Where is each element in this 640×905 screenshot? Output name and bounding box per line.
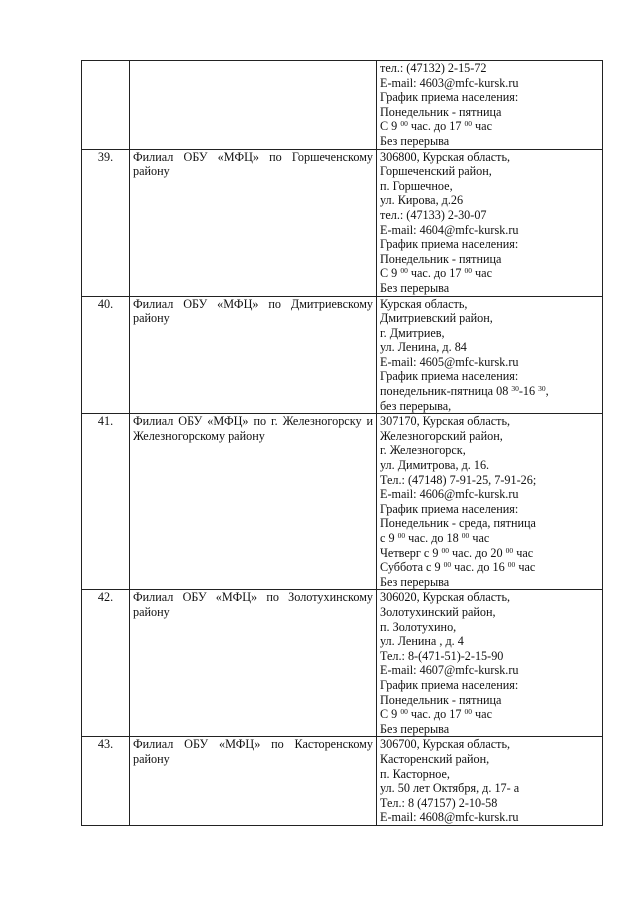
contact-line: График приема населения: bbox=[380, 237, 519, 252]
contact-text: час. до 20 bbox=[449, 545, 506, 560]
contact-line: Понедельник - пятница bbox=[380, 251, 502, 266]
time-minutes-superscript: 00 bbox=[464, 119, 472, 129]
table-row bbox=[82, 414, 603, 590]
contact-line: E-mail: 4604@mfc-kursk.ru bbox=[380, 222, 519, 237]
contact-line: Без перерыва bbox=[380, 133, 450, 148]
contact-line: График приема населения: bbox=[380, 677, 519, 692]
contact-line: E-mail: 4607@mfc-kursk.ru bbox=[380, 663, 519, 678]
contact-text: час bbox=[469, 531, 490, 545]
contact-text: час bbox=[472, 119, 492, 134]
contact-line bbox=[380, 546, 599, 561]
contact-text: час bbox=[472, 266, 492, 281]
table-row bbox=[82, 149, 603, 296]
time-minutes-superscript: 00 bbox=[461, 531, 470, 540]
contact-line: E-mail: 4605@mfc-kursk.ru bbox=[380, 354, 519, 369]
contact-line bbox=[380, 266, 599, 281]
branch-contact-info bbox=[377, 590, 603, 737]
time-minutes-superscript: 00 bbox=[400, 119, 408, 129]
contact-line: Без перерыва bbox=[380, 721, 450, 736]
contact-line: График приема населения: bbox=[380, 369, 519, 384]
time-minutes-superscript: 00 bbox=[400, 266, 408, 276]
contact-line: График приема населения: bbox=[380, 501, 519, 516]
table-row bbox=[82, 296, 603, 414]
contact-line: ул. Ленина, д. 84 bbox=[380, 340, 467, 355]
time-minutes-superscript: 00 bbox=[441, 545, 449, 555]
time-minutes-superscript: 30 bbox=[511, 384, 519, 394]
time-minutes-superscript: 30 bbox=[538, 384, 546, 394]
contact-text: Четверг с 9 bbox=[380, 545, 442, 560]
contact-text: час bbox=[513, 545, 534, 560]
contact-line: 306700, Курская область, bbox=[380, 737, 511, 752]
branch-name: Филиал ОБУ «МФЦ» по Дмитриевскому району bbox=[130, 296, 377, 414]
branch-name: Филиал ОБУ «МФЦ» по Горшеченскому району bbox=[130, 149, 377, 296]
contact-line: ул. 50 лет Октября, д. 17- а bbox=[380, 781, 520, 796]
contact-line: п. Золотухино, bbox=[380, 619, 457, 634]
contact-line: ул. Кирова, д.26 bbox=[380, 193, 464, 208]
contact-line: г. Дмитриев, bbox=[380, 325, 445, 340]
contact-text: С 9 bbox=[380, 266, 401, 281]
branch-name: Филиал ОБУ «МФЦ» по Касторенскому району bbox=[130, 737, 377, 826]
contact-line: Железногорский район, bbox=[380, 428, 503, 443]
contact-line: Дмитриевский район, bbox=[380, 311, 493, 326]
contact-line: Золотухинский район, bbox=[380, 604, 496, 619]
contact-line: E-mail: 4606@mfc-kursk.ru bbox=[380, 487, 519, 502]
contact-text: понедельник-пятница 08 bbox=[380, 384, 512, 399]
branch-name: Филиал ОБУ «МФЦ» по г. Железногорску и Железногорскому району bbox=[130, 414, 377, 590]
branch-contact-info bbox=[377, 414, 603, 590]
row-number bbox=[82, 61, 130, 150]
time-minutes-superscript: 00 bbox=[443, 560, 452, 570]
contact-line: Горшеченский район, bbox=[380, 164, 492, 179]
time-minutes-superscript: 00 bbox=[505, 545, 514, 555]
contact-line: E-mail: 4608@mfc-kursk.ru bbox=[380, 810, 519, 825]
branch-name bbox=[130, 61, 377, 150]
contact-line bbox=[380, 707, 599, 722]
branch-contact-info bbox=[377, 296, 603, 414]
contact-line: п. Касторное, bbox=[380, 766, 450, 781]
contact-line bbox=[380, 384, 599, 399]
row-number: 42. bbox=[82, 590, 130, 737]
time-minutes-superscript: 00 bbox=[400, 707, 408, 717]
contact-text: С 9 bbox=[380, 707, 401, 722]
time-minutes-superscript: 00 bbox=[507, 560, 516, 570]
contact-line: Тел.: 8 (47157) 2-10-58 bbox=[380, 795, 498, 810]
contact-line: без перерыва, bbox=[380, 398, 452, 413]
contact-line: Курская область, bbox=[380, 296, 468, 311]
branch-contact-info bbox=[377, 737, 603, 826]
contact-line: Без перерыва bbox=[380, 574, 450, 589]
contact-text: час. до 17 bbox=[407, 266, 465, 281]
contact-line bbox=[380, 119, 599, 134]
contact-line: E-mail: 4603@mfc-kursk.ru bbox=[380, 75, 519, 90]
time-minutes-superscript: 00 bbox=[397, 531, 406, 540]
contact-line: Тел.: 8-(471-51)-2-15-90 bbox=[380, 648, 504, 663]
contact-text: час. до 17 bbox=[407, 707, 465, 722]
table-row bbox=[82, 590, 603, 737]
contact-line: Понедельник - пятница bbox=[380, 692, 502, 707]
contact-text: час bbox=[515, 560, 536, 575]
contact-line bbox=[380, 531, 599, 546]
contact-line: г. Железногорск, bbox=[380, 443, 466, 458]
contact-line: Понедельник - среда, пятница bbox=[380, 516, 536, 531]
row-number: 40. bbox=[82, 296, 130, 414]
contact-line: 306800, Курская область, bbox=[380, 149, 511, 164]
contact-line bbox=[380, 560, 599, 575]
contact-line: График приема населения: bbox=[380, 90, 519, 105]
contact-line: Тел.: (47148) 7-91-25, 7-91-26; bbox=[380, 472, 537, 487]
contact-text: час. до 16 bbox=[451, 560, 508, 575]
contact-text: час bbox=[472, 707, 492, 722]
contact-line: тел.: (47132) 2-15-72 bbox=[380, 61, 487, 75]
contact-text: -16 bbox=[518, 384, 539, 399]
contact-text: час. до 17 bbox=[407, 119, 465, 134]
branch-contact-info bbox=[377, 61, 603, 150]
contact-line: 306020, Курская область, bbox=[380, 590, 511, 605]
contact-line: Касторенский район, bbox=[380, 751, 490, 766]
row-number: 39. bbox=[82, 149, 130, 296]
contact-line: п. Горшечное, bbox=[380, 178, 453, 193]
table-row bbox=[82, 61, 603, 150]
contact-line: 307170, Курская область, bbox=[380, 414, 511, 429]
contact-text: С 9 bbox=[380, 119, 401, 134]
table-body bbox=[82, 61, 603, 826]
branch-offices-table bbox=[81, 60, 603, 826]
contact-line: тел.: (47133) 2-30-07 bbox=[380, 207, 487, 222]
branch-name: Филиал ОБУ «МФЦ» по Золотухинскому району bbox=[130, 590, 377, 737]
contact-line: ул. Димитрова, д. 16. bbox=[380, 458, 490, 473]
contact-line: Понедельник - пятница bbox=[380, 104, 502, 119]
time-minutes-superscript: 00 bbox=[464, 266, 472, 276]
branch-contact-info bbox=[377, 149, 603, 296]
row-number: 43. bbox=[82, 737, 130, 826]
time-minutes-superscript: 00 bbox=[464, 707, 472, 717]
contact-line: ул. Ленина , д. 4 bbox=[380, 634, 464, 649]
contact-text: час. до 18 bbox=[405, 531, 462, 545]
contact-text: с 9 bbox=[380, 531, 398, 545]
contact-text: , bbox=[545, 384, 549, 399]
row-number: 41. bbox=[82, 414, 130, 590]
contact-text: Суббота с 9 bbox=[380, 560, 444, 575]
table-row bbox=[82, 737, 603, 826]
contact-line: Без перерыва bbox=[380, 280, 450, 295]
